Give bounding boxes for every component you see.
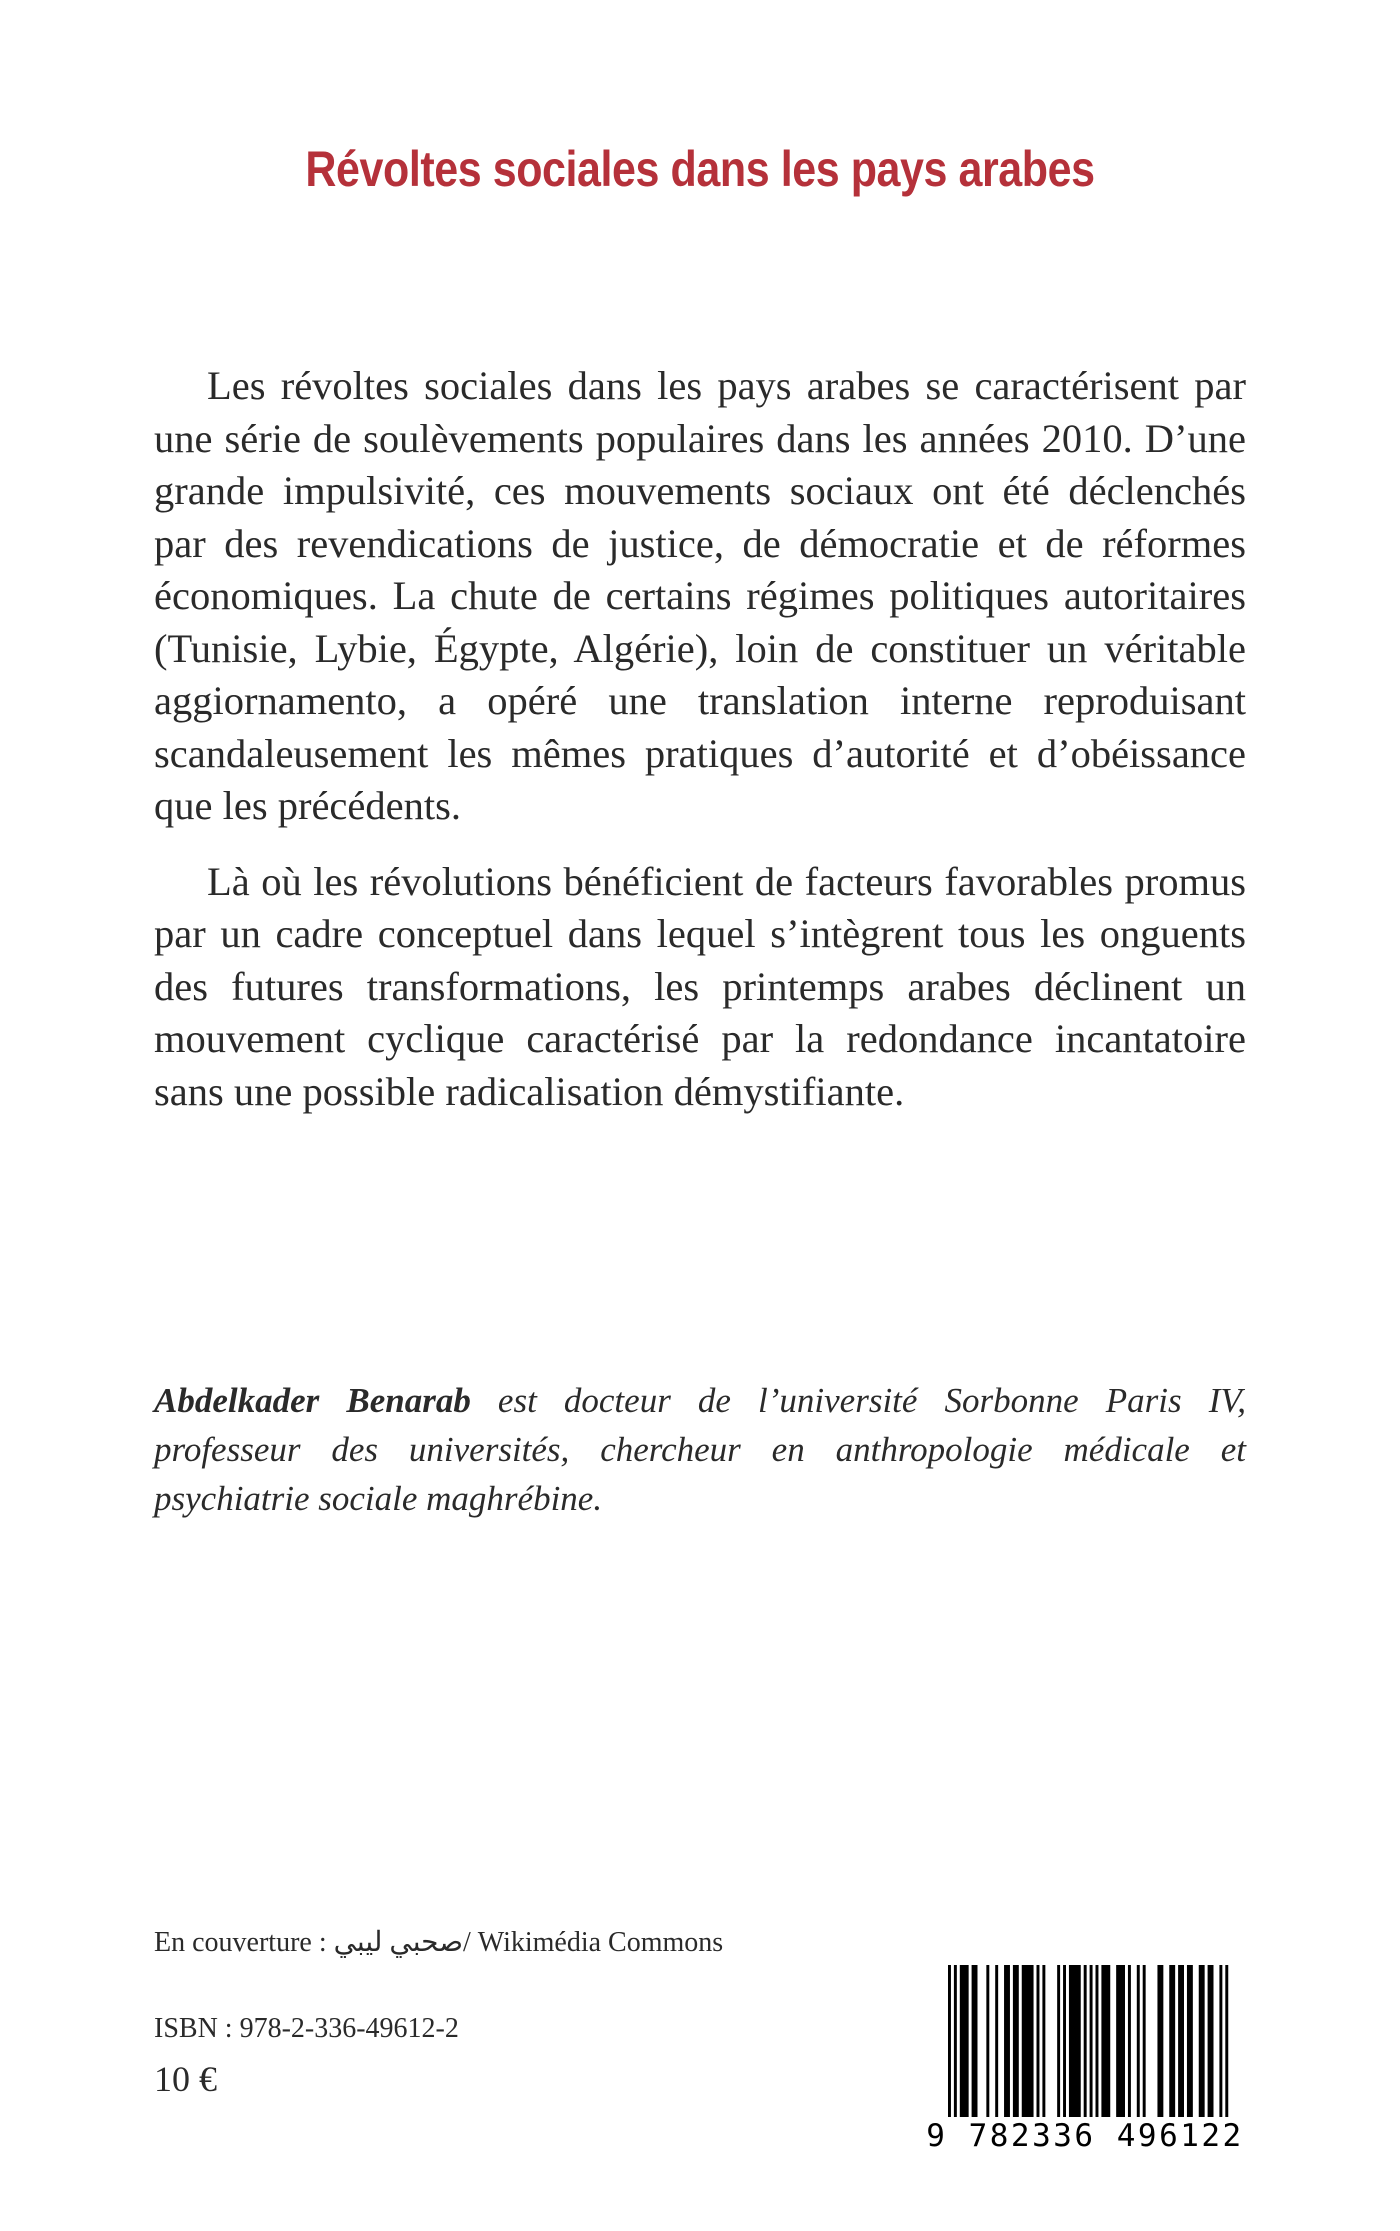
barcode-guard-bar (1090, 1965, 1093, 2125)
barcode-bar (1101, 1965, 1110, 2117)
barcode-bar (1037, 1965, 1040, 2117)
barcode-bar (1143, 1965, 1146, 2117)
barcode-guard-bar (948, 1965, 951, 2125)
summary-paragraph-1: Les révoltes sociales dans les pays arabes se caractérisent par une série de soulèvements populaires dans les années 2010. D’une grande impulsivité, ces mouvements sociaux ont été déclenchés par des revendications de justice, de démocratie et de réformes économiques. La chute de certains régimes politiques autoritaires (Tunisie, Lybie, Égypte, Algérie), loin de constituer un véritable aggiornamento, a opéré une translation interne reproduisant scandaleusement les mêmes pratiques d’autorité et d’obéissance que les précédents. (154, 363, 1246, 828)
barcode-digits: 9 782336 496122 (920, 2117, 1250, 2155)
summary-text (154, 360, 1246, 1118)
barcode-guard-bar (1084, 1965, 1087, 2125)
barcode-bar (986, 1965, 989, 2117)
barcode-guard-bar (1219, 1965, 1222, 2125)
book-title: Révoltes sociales dans les pays arabes (305, 141, 1095, 197)
price: 10 € (154, 2059, 217, 2099)
barcode-guard-bar (954, 1965, 957, 2125)
barcode-bars (920, 1965, 1250, 2125)
barcode-bar (960, 1965, 969, 2117)
barcode-bar (1042, 1965, 1045, 2117)
barcode-bar (1063, 1965, 1066, 2117)
barcode-guard-bar (1225, 1965, 1228, 2125)
isbn: ISBN : 978-2-336-49612-2 (154, 2013, 459, 2044)
author-name: Abdelkader Benarab (154, 1381, 471, 1420)
barcode-bar (1137, 1965, 1140, 2117)
barcode-bar (1096, 1965, 1099, 2117)
barcode-bar (1169, 1965, 1175, 2117)
barcode-bar (1116, 1965, 1125, 2117)
barcode (920, 1965, 1250, 2155)
barcode-bar (1057, 1965, 1060, 2117)
barcode-bar (1013, 1965, 1019, 2117)
barcode-bar (1199, 1965, 1205, 2117)
barcode-bar (1069, 1965, 1081, 2117)
barcode-bar (1004, 1965, 1010, 2117)
barcode-bar (1178, 1965, 1184, 2117)
barcode-bar (1022, 1965, 1034, 2117)
barcode-bar (1187, 1965, 1193, 2117)
cover-credit: En couverture : صحبي ليبي/ Wikimédia Commons (154, 1927, 724, 1958)
author-bio (154, 1376, 1246, 1523)
barcode-bar (1208, 1965, 1214, 2117)
author-bio-text: est docteur de l’université Sorbonne Paris IV, professeur des universités, chercheur en anthropologie médicale et psychiatrie sociale maghrébine. (154, 1381, 1246, 1518)
barcode-bar (995, 1965, 998, 2117)
summary-paragraph-2: Là où les révolutions bénéficient de facteurs favorables promus par un cadre conceptuel dans lequel s’intègrent tous les onguents des futures transformations, les printemps arabes déclinent un mouvement cyclique caractérisé par la redondance incantatoire sans une possible radicalisation démystifiante. (154, 858, 1246, 1114)
barcode-bar (1128, 1965, 1131, 2117)
barcode-bar (972, 1965, 978, 2117)
barcode-bar (1157, 1965, 1163, 2117)
